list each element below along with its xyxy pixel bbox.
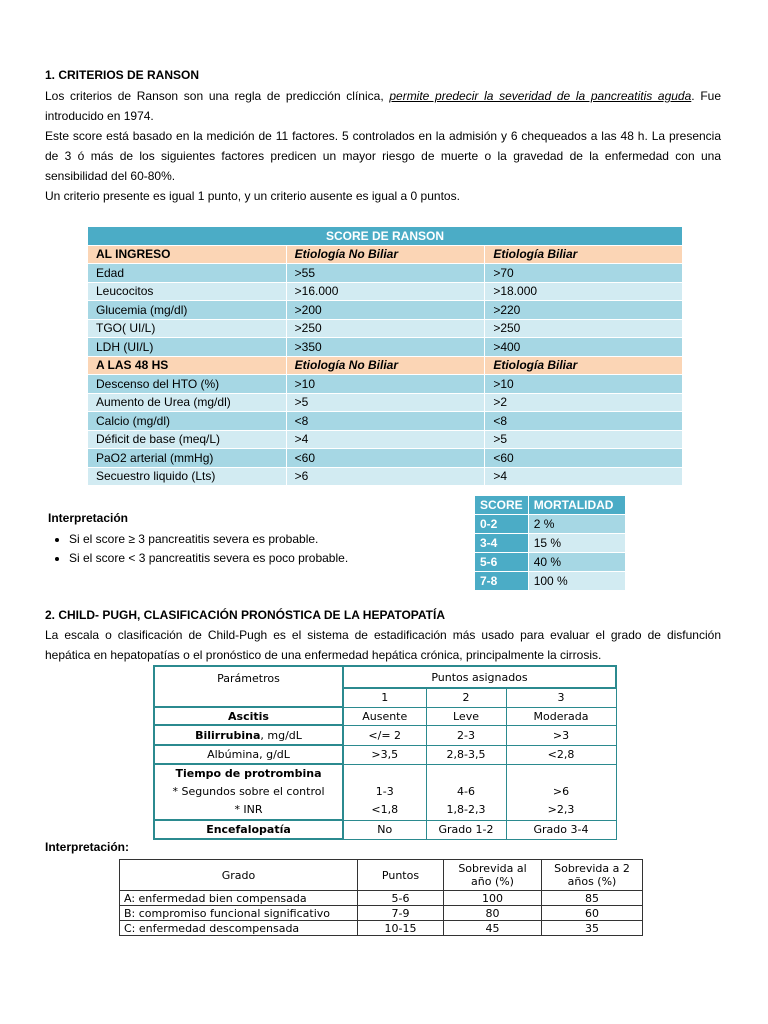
grado-header: Grado Puntos Sobrevida al año (%) Sobrevida a 2 años (%) (120, 860, 643, 891)
ranson-intro-paragraph: Los criterios de Ranson son una regla de predicción clínica, permite predecir la severidad de la pancreatitis aguda. Fue introducido en 1974. (45, 89, 721, 123)
table-row: Tiempo de protrombina * Segundos sobre el control * INR 1-3 <1,8 4-6 1,8-2,3 >6 >2,3 (154, 764, 616, 820)
ranson-header-ingreso: AL INGRESO Etiología No Biliar Etiología Biliar (88, 245, 683, 264)
table-row: Edad >55 >70 (88, 264, 683, 283)
interpretacion-2-title: Interpretación: (45, 840, 130, 854)
table-row: A: enfermedad bien compensada 5-6 100 85 (120, 891, 643, 906)
table-row: B: compromiso funcional significativo 7-9 80 60 (120, 906, 643, 921)
table-row: 7-8 100 % (475, 572, 626, 591)
table-row: Descenso del HTO (%) >10 >10 (88, 375, 683, 394)
child-pugh-table (153, 665, 617, 840)
ranson-link-text: permite predecir la severidad de la pancreatitis aguda (389, 89, 692, 103)
table-row: Secuestro liquido (Lts) >6 >4 (88, 467, 683, 486)
list-item: • Si el score ≥ 3 pancreatitis severa es probable. (69, 530, 348, 549)
table-row: LDH (UI/L) >350 >400 (88, 338, 683, 357)
table-row: 0-2 2 % (475, 515, 626, 534)
table-row: Aumento de Urea (mg/dl) >5 >2 (88, 393, 683, 412)
section-2-title: 2. CHILD- PUGH, CLASIFICACIÓN PRONÓSTICA DE LA HEPATOPATÍA (45, 608, 446, 622)
table-row: Calcio (mg/dl) <8 <8 (88, 412, 683, 431)
ranson-score-table (87, 226, 683, 486)
table-row: PaO2 arterial (mmHg) <60 <60 (88, 449, 683, 468)
section-1-title: 1. CRITERIOS DE RANSON (45, 68, 200, 82)
table-row: Déficit de base (meq/L) >4 >5 (88, 430, 683, 449)
table-row: C: enfermedad descompensada 10-15 45 35 (120, 921, 643, 936)
table-row: TGO( UI/L) >250 >250 (88, 319, 683, 338)
table-row: Bilirrubina, mg/dL </= 2 2-3 >3 (154, 725, 616, 745)
table-row: Leucocitos >16.000 >18.000 (88, 282, 683, 301)
ranson-header-48hs: A LAS 48 HS Etiología No Biliar Etiología Biliar (88, 356, 683, 375)
child-pugh-header: Parámetros Puntos asignados (154, 666, 616, 688)
interpretacion-list (45, 530, 348, 568)
table-row: 3-4 15 % (475, 534, 626, 553)
table-row: Glucemia (mg/dl) >200 >220 (88, 301, 683, 320)
mortalidad-table (474, 495, 626, 591)
mortalidad-header: SCORE MORTALIDAD (475, 496, 626, 515)
ranson-points-paragraph: Un criterio presente es igual 1 punto, y un criterio ausente es igual a 0 puntos. (45, 189, 460, 203)
ranson-table-title: SCORE DE RANSON (88, 227, 683, 246)
list-item: • Si el score < 3 pancreatitis severa es poco probable. (69, 549, 348, 568)
table-row: Ascitis Ausente Leve Moderada (154, 707, 616, 725)
grado-table (119, 859, 643, 936)
table-row: Albúmina, g/dL >3,5 2,8-3,5 <2,8 (154, 745, 616, 764)
child-pugh-columns: 1 2 3 (154, 688, 616, 707)
interpretacion-title: Interpretación (48, 511, 129, 525)
table-row: 5-6 40 % (475, 553, 626, 572)
ranson-score-paragraph: Este score está basado en la medición de 11 factores. 5 controlados en la admisión y 6 chequeados a las 48 h. La presencia de 3 ó más de los siguientes factores predicen un mayor riesgo de muerte o la gravedad de la enfermedad con una sensibilidad del 60-80%. (45, 129, 721, 183)
child-pugh-paragraph: La escala o clasificación de Child-Pugh es el sistema de estadificación más usado para evaluar el grado de disfunción hepática en hepatopatías o el pronóstico de una enfermedad hepática crónica, principalmente la cirrosis. (45, 628, 721, 662)
table-row: Encefalopatía No Grado 1-2 Grado 3-4 (154, 820, 616, 839)
